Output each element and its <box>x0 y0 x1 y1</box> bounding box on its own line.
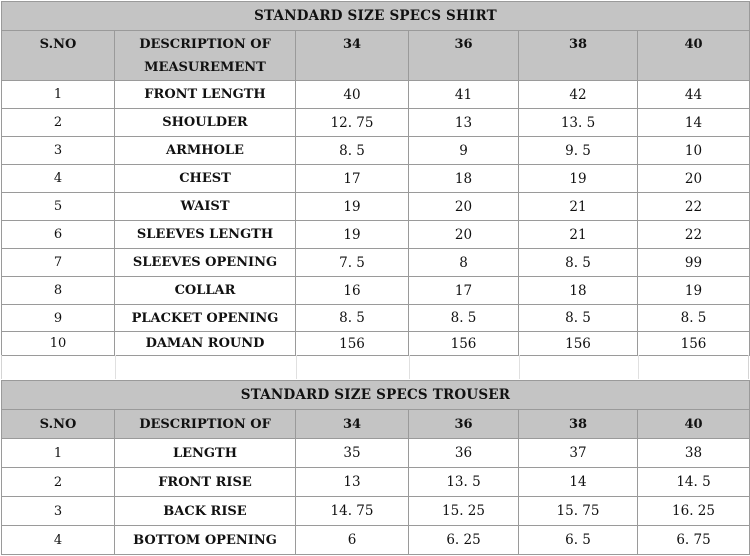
row-number: 9 <box>2 305 115 332</box>
table-row <box>2 468 750 497</box>
measurement-value: 13 <box>409 109 519 137</box>
measurement-value: 12. 75 <box>296 109 409 137</box>
row-number: 1 <box>2 439 115 468</box>
measurement-value: 17 <box>296 165 409 193</box>
measurement-value: 22 <box>638 193 750 221</box>
measurement-value: 35 <box>296 439 409 468</box>
measurement-value: 13. 5 <box>519 109 638 137</box>
table-row <box>2 497 750 526</box>
measurement-value: 38 <box>638 439 750 468</box>
spacer-divider <box>296 355 297 379</box>
trouser-table-title: STANDARD SIZE SPECS TROUSER <box>2 381 750 410</box>
measurement-description: SLEEVES LENGTH <box>115 221 296 249</box>
measurement-value: 6 <box>296 526 409 555</box>
measurement-value: 14 <box>519 468 638 497</box>
row-number: 4 <box>2 526 115 555</box>
measurement-description: SHOULDER <box>115 109 296 137</box>
measurement-value: 156 <box>296 332 409 356</box>
measurement-value: 40 <box>296 81 409 109</box>
description-header-line2: MEASUREMENT <box>144 59 266 75</box>
measurement-value: 19 <box>519 165 638 193</box>
row-number: 1 <box>2 81 115 109</box>
measurement-description: SLEEVES OPENING <box>115 249 296 277</box>
row-number: 6 <box>2 221 115 249</box>
measurement-value: 13. 5 <box>409 468 519 497</box>
trouser-size-table <box>1 380 750 555</box>
measurement-value: 20 <box>638 165 750 193</box>
sno-header: S.NO <box>2 31 115 81</box>
measurement-value: 14. 75 <box>296 497 409 526</box>
size-header-40: 40 <box>638 410 750 439</box>
description-header: DESCRIPTION OF <box>115 410 296 439</box>
row-number: 3 <box>2 497 115 526</box>
measurement-value: 6. 5 <box>519 526 638 555</box>
measurement-value: 156 <box>638 332 750 356</box>
table-row <box>2 439 750 468</box>
measurement-value: 17 <box>409 277 519 305</box>
description-header <box>115 31 296 81</box>
measurement-value: 21 <box>519 193 638 221</box>
table-row <box>2 81 750 109</box>
spacer-divider <box>409 355 410 379</box>
measurement-value: 10 <box>638 137 750 165</box>
table-spacer <box>1 355 749 379</box>
measurement-description: DAMAN ROUND <box>115 332 296 356</box>
measurement-value: 8. 5 <box>409 305 519 332</box>
size-header-38: 38 <box>519 31 638 81</box>
measurement-value: 8. 5 <box>296 137 409 165</box>
measurement-value: 8 <box>409 249 519 277</box>
measurement-value: 20 <box>409 221 519 249</box>
size-header-36: 36 <box>409 31 519 81</box>
measurement-value: 16 <box>296 277 409 305</box>
table-row <box>2 277 750 305</box>
measurement-value: 21 <box>519 221 638 249</box>
sno-header: S.NO <box>2 410 115 439</box>
measurement-value: 8. 5 <box>638 305 750 332</box>
spacer-divider <box>638 355 639 379</box>
measurement-value: 14 <box>638 109 750 137</box>
measurement-description: CHEST <box>115 165 296 193</box>
measurement-value: 19 <box>638 277 750 305</box>
measurement-value: 19 <box>296 221 409 249</box>
table-row <box>2 193 750 221</box>
row-number: 5 <box>2 193 115 221</box>
measurement-description: PLACKET OPENING <box>115 305 296 332</box>
table-row <box>2 137 750 165</box>
measurement-value: 14. 5 <box>638 468 750 497</box>
measurement-description: BACK RISE <box>115 497 296 526</box>
measurement-value: 8. 5 <box>296 305 409 332</box>
measurement-value: 6. 25 <box>409 526 519 555</box>
measurement-value: 15. 25 <box>409 497 519 526</box>
description-header-line1: DESCRIPTION OF <box>139 36 271 52</box>
measurement-description: BOTTOM OPENING <box>115 526 296 555</box>
table-row <box>2 526 750 555</box>
row-number: 4 <box>2 165 115 193</box>
table-row <box>2 165 750 193</box>
measurement-value: 13 <box>296 468 409 497</box>
measurement-value: 156 <box>519 332 638 356</box>
measurement-value: 9 <box>409 137 519 165</box>
row-number: 10 <box>2 332 115 356</box>
measurement-value: 22 <box>638 221 750 249</box>
row-number: 7 <box>2 249 115 277</box>
table-row <box>2 221 750 249</box>
size-header-34: 34 <box>296 31 409 81</box>
measurement-value: 15. 75 <box>519 497 638 526</box>
row-number: 8 <box>2 277 115 305</box>
measurement-value: 42 <box>519 81 638 109</box>
size-header-40: 40 <box>638 31 750 81</box>
row-number: 2 <box>2 109 115 137</box>
measurement-value: 156 <box>409 332 519 356</box>
row-number: 2 <box>2 468 115 497</box>
spacer-divider <box>115 355 116 379</box>
measurement-value: 9. 5 <box>519 137 638 165</box>
measurement-value: 8. 5 <box>519 249 638 277</box>
table-row <box>2 109 750 137</box>
measurement-value: 41 <box>409 81 519 109</box>
size-header-36: 36 <box>409 410 519 439</box>
size-header-34: 34 <box>296 410 409 439</box>
measurement-value: 16. 25 <box>638 497 750 526</box>
measurement-description: FRONT LENGTH <box>115 81 296 109</box>
measurement-value: 18 <box>519 277 638 305</box>
measurement-description: ARMHOLE <box>115 137 296 165</box>
measurement-description: LENGTH <box>115 439 296 468</box>
shirt-size-table <box>1 1 750 356</box>
table-row <box>2 332 750 356</box>
row-number: 3 <box>2 137 115 165</box>
measurement-value: 8. 5 <box>519 305 638 332</box>
shirt-table-title: STANDARD SIZE SPECS SHIRT <box>2 2 750 31</box>
measurement-value: 20 <box>409 193 519 221</box>
measurement-description: WAIST <box>115 193 296 221</box>
measurement-value: 36 <box>409 439 519 468</box>
measurement-value: 99 <box>638 249 750 277</box>
table-row <box>2 305 750 332</box>
measurement-value: 44 <box>638 81 750 109</box>
measurement-value: 6. 75 <box>638 526 750 555</box>
measurement-value: 18 <box>409 165 519 193</box>
spacer-divider <box>519 355 520 379</box>
measurement-description: FRONT RISE <box>115 468 296 497</box>
measurement-value: 19 <box>296 193 409 221</box>
measurement-value: 7. 5 <box>296 249 409 277</box>
measurement-description: COLLAR <box>115 277 296 305</box>
size-header-38: 38 <box>519 410 638 439</box>
table-row <box>2 249 750 277</box>
measurement-value: 37 <box>519 439 638 468</box>
